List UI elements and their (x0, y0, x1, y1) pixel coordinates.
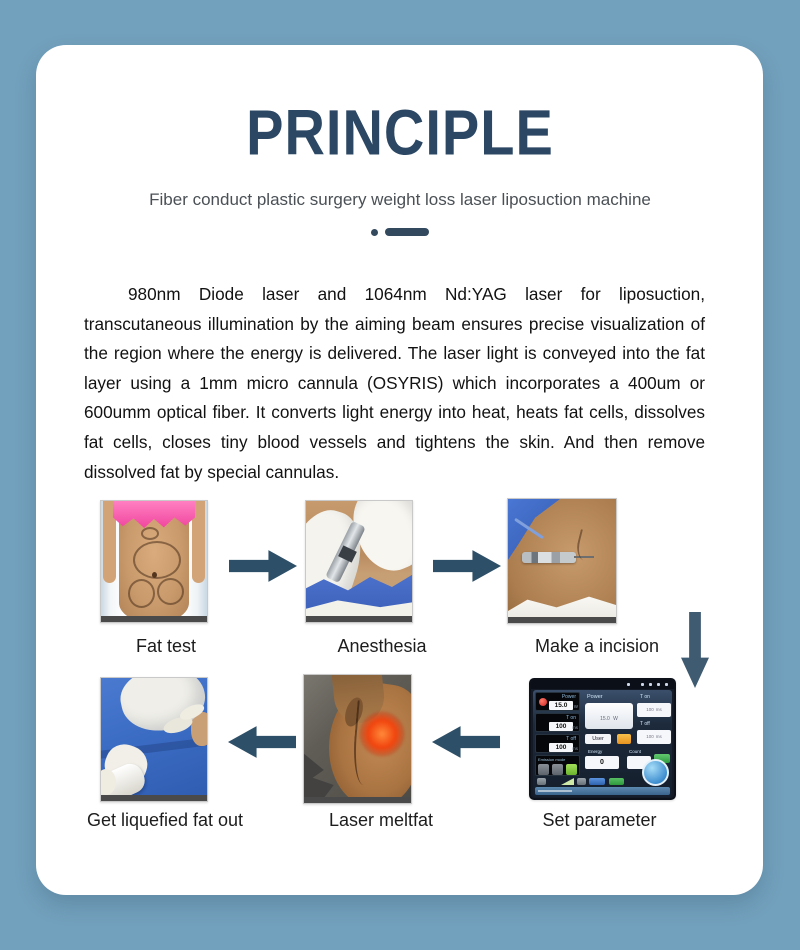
power-label: Power (587, 694, 603, 700)
divider-dot-icon (371, 229, 378, 236)
panel-label: Power (561, 694, 576, 700)
page-title: PRINCIPLE (246, 96, 554, 169)
incision-drape (508, 499, 560, 577)
aiming-beam-controls (537, 778, 629, 787)
screen-footer-bar (535, 787, 670, 795)
photo-bottom-bar (304, 797, 411, 803)
panel-unit: ms (572, 725, 578, 730)
t-off-value: 100 (646, 734, 654, 739)
step-photo-get-fat-out (100, 677, 208, 802)
emission-mode-button (538, 764, 549, 775)
photo-bottom-bar (306, 616, 412, 622)
fat-test-marking (141, 527, 159, 540)
screen-status-bar (531, 680, 674, 689)
step-photo-set-parameter-screen (529, 678, 676, 800)
panel-value: 100 (549, 722, 573, 731)
panel-emission-mode (535, 755, 580, 776)
panel-label: Emission mode (538, 757, 566, 762)
panel-value: 100 (549, 743, 573, 752)
t-on-value: 100 (646, 707, 654, 712)
standby-button (609, 778, 624, 785)
count-label: Count (629, 749, 642, 754)
fat-test-marking (128, 579, 155, 608)
energy-label: Energy (588, 749, 603, 754)
intensity-ramp-icon (561, 778, 574, 785)
fat-test-navel (152, 572, 157, 578)
panel-label: T off (566, 736, 576, 742)
step-photo-make-incision (507, 498, 617, 624)
title-divider (0, 228, 800, 236)
power-value-display (585, 703, 633, 729)
menu-button (589, 778, 605, 785)
screen-body (533, 690, 672, 797)
panel-unit: W (573, 704, 578, 709)
emission-mode-button-active (566, 764, 577, 775)
step-photo-fat-test (100, 500, 208, 623)
fat-test-marking (133, 541, 181, 579)
preset-button (617, 734, 631, 744)
t-off-display (637, 730, 671, 744)
power-unit: W (613, 716, 618, 722)
fat-test-marking (157, 578, 184, 605)
photo-bottom-bar (101, 616, 207, 622)
aiming-beam-icon (577, 778, 586, 785)
aiming-beam-icon (537, 778, 546, 785)
page-subtitle: Fiber conduct plastic surgery weight loss laser liposuction machine (149, 190, 651, 209)
laser-indicator-icon (539, 698, 547, 706)
step-caption-get-fat-out: Get liquefied fat out (86, 810, 244, 830)
panel-power (535, 692, 580, 711)
panel-value: 15.0 (549, 701, 573, 710)
description-paragraph: 980nm Diode laser and 1064nm Nd:YAG laser for liposuction, transcutaneous illumination by the aiming beam ensures precise visualization of the region where the energy is delivered. The laser light is conveyed into the fat layer using a 1mm micro cannula (OSYRIS) which incorporates a 400um or 600umm optical fiber. It converts light energy into heat, heats fat cells, dissolves fat cells, closes tiny blood vessels and tightens the skin. And then remove dissolved fat by special cannulas. (84, 284, 705, 482)
step-caption-fat-test: Fat test (135, 636, 197, 656)
user-button: User (585, 734, 611, 744)
step-caption-make-incision: Make a incision (534, 636, 660, 656)
t-on-unit: ms (655, 707, 662, 712)
photo-bottom-bar (101, 795, 207, 801)
emission-mode-button (552, 764, 563, 775)
energy-display: 0 (585, 756, 619, 769)
t-off-unit: ms (655, 734, 662, 739)
divider-line-icon (385, 228, 429, 236)
step-photo-laser-meltfat (303, 674, 412, 804)
t-on-label: T on (640, 694, 650, 700)
brand-logo-icon (642, 759, 669, 786)
t-off-label: T off (640, 721, 650, 727)
panel-label: T on (566, 715, 576, 721)
photo-bottom-bar (508, 617, 616, 623)
t-on-display (637, 703, 671, 717)
panel-unit: ms (572, 746, 578, 751)
panel-t-on (535, 713, 580, 732)
power-value: 15.0 (600, 716, 610, 722)
step-caption-laser-meltfat: Laser meltfat (328, 810, 434, 830)
incision-cannula (522, 552, 576, 563)
step-caption-set-parameter: Set parameter (542, 810, 657, 830)
panel-t-off (535, 734, 580, 753)
step-caption-anesthesia: Anesthesia (337, 636, 427, 656)
step-photo-anesthesia (305, 500, 413, 623)
